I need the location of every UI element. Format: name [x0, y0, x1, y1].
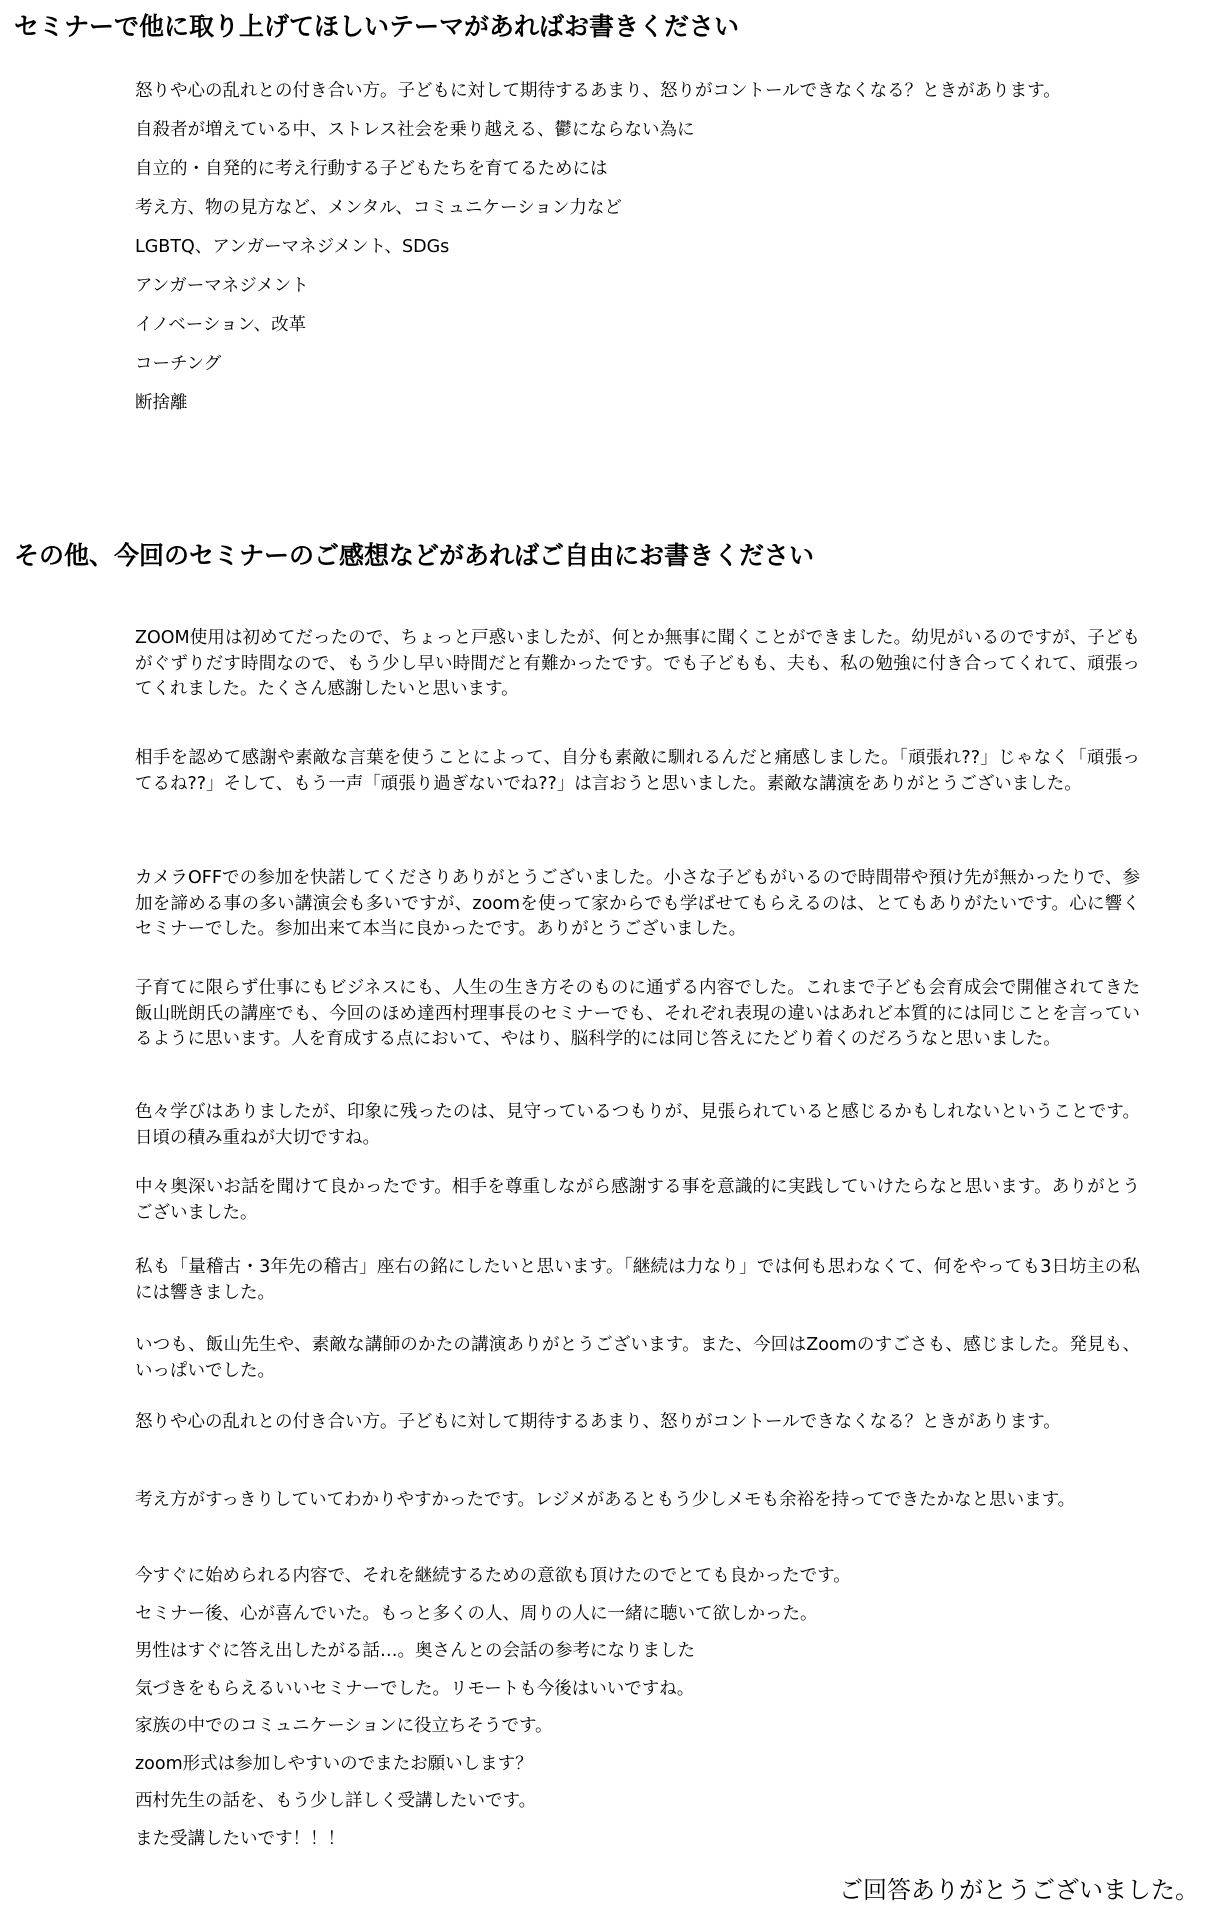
comment-paragraph: 色々学びはありましたが、印象に残ったのは、見守っているつもりが、見張られていると感じるかもしれないということです。日頃の積み重ねが大切ですね。: [135, 1102, 1140, 1148]
list-item: セミナー後、心が喜んでいた。もっと多くの人、周りの人に一緒に聴いて欲しかった。: [135, 1603, 818, 1624]
topic-list: [135, 72, 1185, 423]
list-item: イノベーション、改革: [135, 315, 307, 335]
list-item: 考え方、物の見方など、メンタル、コミュニケーション力など: [135, 198, 622, 218]
list-item: 怒りや心の乱れとの付き合い方。子どもに対して期待するあまり、怒りがコントールできなくなる？ときがあります。: [135, 81, 1061, 101]
comment-paragraph: 子育てに限らず仕事にもビジネスにも、人生の生き方そのものに通ずる内容でした。これまで子ども会育成会で開催されてきた飯山晄朗氏の講座でも、今回のほめ達西村理事長のセミナーでも、それぞれ表現の違いはあれど本質的には同じことを言っているように思います。人を育成する点において、やはり、脳科学的には同じ答えにたどり着くのだろうなと思いました。: [135, 978, 1140, 1049]
closing-message: ご回答ありがとうございました。: [839, 1876, 1199, 1904]
comment-paragraph: いつも、飯山先生や、素敵な講師のかたの講演ありがとうございます。また、今回はZoomのすごさも、感じました。発見も、いっぱいでした。: [135, 1335, 1140, 1381]
list-item: 今すぐに始められる内容で、それを継続するための意欲も頂けたのでとても良かったです。: [135, 1566, 851, 1586]
list-item: アンガーマネジメント: [135, 276, 309, 296]
comment-paragraph: 私も「量稽古・3年先の稽古」座右の銘にしたいと思います。「継続は力なり」では何も思わなくて、何をやっても3日坊主の私には響きました。: [135, 1257, 1140, 1303]
list-item: 断捨離: [135, 393, 188, 413]
comment-paragraph: 相手を認めて感謝や素敵な言葉を使うことによって、自分も素敵に馴れるんだと痛感しました。「頑張れ??」じゃなく「頑張ってるね??」そして、もう一声「頑張り過ぎないでね??」は言おうと思いました。素敵な講演をありがとうございました。: [135, 748, 1140, 794]
list-item: 自立的・自発的に考え行動する子どもたちを育てるためには: [135, 159, 608, 179]
list-item: 自殺者が増えている中、ストレス社会を乗り越える、鬱にならない為に: [135, 120, 695, 140]
list-item: 家族の中でのコミュニケーションに役立ちそうです。: [135, 1716, 553, 1736]
list-item: また受講したいです！！！: [135, 1828, 345, 1849]
list-item: 西村先生の話を、もう少し詳しく受講したいです。: [135, 1791, 537, 1811]
list-item: コーチング: [135, 354, 222, 374]
comment-paragraph: 中々奥深いお話を聞けて良かったです。相手を尊重しながら感謝する事を意識的に実践していけたらなと思います。ありがとうございました。: [135, 1177, 1140, 1223]
short-comment-list: [135, 1558, 1185, 1858]
list-item: 男性はすぐに答え出したがる話…。奥さんとの会話の参考になりました: [135, 1641, 695, 1661]
comment-paragraph: 考え方がすっきりしていてわかりやすかったです。レジメがあるともう少しメモも余裕を持ってできたかなと思います。: [135, 1490, 1076, 1510]
comment-paragraph: カメラOFFでの参加を快諾してくださりありがとうございました。小さな子どもがいるので時間帯や預け先が無かったりで、参加を諦める事の多い講演会も多いですが、zoomを使って家からでも学ばせてもらえるのは、とてもありがたいです。心に響くセミナーでした。参加出来て本当に良かったです。ありがとうございました。: [135, 868, 1140, 939]
section-heading-topics: セミナーで他に取り上げてほしいテーマがあればお書きください: [14, 12, 740, 41]
comment-paragraph: 怒りや心の乱れとの付き合い方。子どもに対して期待するあまり、怒りがコントールできなくなる？ときがあります。: [135, 1412, 1061, 1432]
section-heading-feedback: その他、今回のセミナーのご感想などがあればご自由にお書きください: [14, 541, 815, 570]
list-item: zoom形式は参加しやすいのでまたお願いします？: [135, 1753, 533, 1774]
list-item: LGBTQ、アンガーマネジメント、SDGs: [135, 237, 450, 257]
comment-paragraph: ZOOM使用は初めてだったので、ちょっと戸惑いましたが、何とか無事に聞くことができました。幼児がいるのですが、子どもがぐずりだす時間なので、もう少し早い時間だと有難かったです。でも子どもも、夫も、私の勉強に付き合ってくれて、頑張ってくれました。たくさん感謝したいと思います。: [135, 628, 1140, 699]
list-item: 気づきをもらえるいいセミナーでした。リモートも今後はいいですね。: [135, 1678, 695, 1699]
